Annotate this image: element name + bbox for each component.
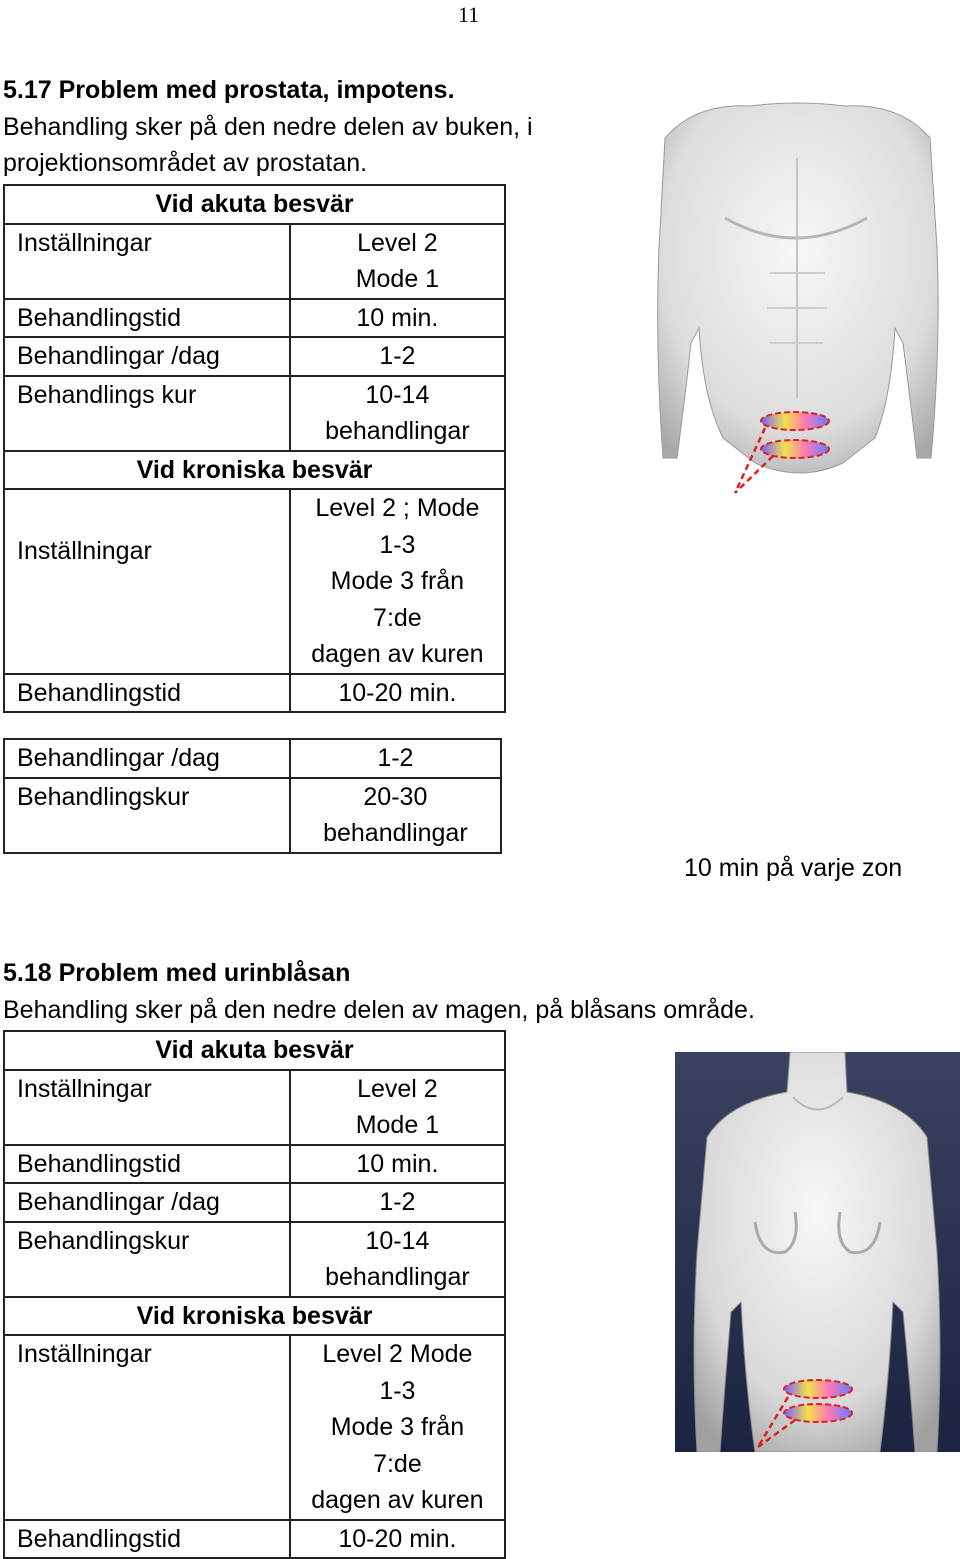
chronic-settings-line: Level 2 Mode (322, 1340, 473, 1368)
page-number: 11 (458, 2, 480, 27)
acute-header: Vid akuta besvär (4, 185, 505, 224)
per-day-label: Behandlingar /dag (4, 739, 290, 778)
chronic-settings-line: 1-3 (379, 1376, 416, 1405)
chronic-settings-line: Level 2 ; Mode (315, 494, 480, 522)
settings-mode: Mode 1 (355, 1111, 440, 1139)
chronic-settings-label: Inställningar (4, 489, 290, 674)
chronic-time-label: Behandlingstid (4, 1520, 290, 1559)
chronic-header: Vid kroniska besvär (4, 451, 505, 490)
course-unit: behandlingar (325, 1263, 470, 1291)
course-label: Behandlingskur (4, 778, 290, 853)
chronic-header: Vid kroniska besvär (4, 1297, 505, 1336)
section-517-intro-line2: projektionsområdet av prostatan. (3, 149, 368, 177)
course-count: 20-30 (363, 782, 428, 811)
time-value: 10 min. (290, 299, 505, 338)
time-label: Behandlingstid (4, 1145, 290, 1184)
chronic-time-label: Behandlingstid (4, 674, 290, 713)
section-518-intro: Behandling sker på den nedre delen av magen, på blåsans område. (3, 996, 755, 1024)
chronic-settings-line: 7:de (373, 1449, 422, 1478)
course-unit: behandlingar (325, 417, 470, 445)
zone-time-note: 10 min på varje zon (684, 854, 903, 882)
chronic-time-value: 10-20 min. (290, 674, 505, 713)
treatment-table-517-chronic-extra (3, 738, 502, 854)
time-value: 10 min. (290, 1145, 505, 1184)
per-day-label: Behandlingar /dag (4, 337, 290, 376)
section-517-title: 5.17 Problem med prostata, impotens. (3, 76, 455, 104)
settings-value (290, 224, 505, 299)
section-518-title: 5.18 Problem med urinblåsan (3, 959, 351, 987)
chronic-settings-line: dagen av kuren (311, 640, 484, 668)
per-day-value: 1-2 (290, 1183, 505, 1222)
chronic-settings-value (290, 489, 505, 674)
chronic-settings-value (290, 1335, 505, 1520)
per-day-label: Behandlingar /dag (4, 1183, 290, 1222)
treatment-table-518 (3, 1030, 506, 1559)
per-day-value: 1-2 (290, 739, 501, 778)
course-count: 10-14 (365, 380, 430, 409)
chronic-time-value: 10-20 min. (290, 1520, 505, 1559)
course-value (290, 778, 501, 853)
chronic-settings-label: Inställningar (4, 1335, 290, 1520)
chronic-settings-line: 7:de (373, 603, 422, 632)
settings-label: Inställningar (4, 224, 290, 299)
settings-label: Inställningar (4, 1070, 290, 1145)
course-count: 10-14 (365, 1226, 430, 1255)
settings-mode: Mode 1 (355, 265, 440, 293)
settings-level: Level 2 (357, 228, 438, 257)
female-torso-illustration (675, 1052, 960, 1452)
treatment-table-517-main (3, 184, 506, 713)
chronic-settings-line: Mode 3 från (330, 1413, 465, 1441)
per-day-value: 1-2 (290, 337, 505, 376)
course-unit: behandlingar (323, 819, 468, 847)
course-label: Behandlings kur (4, 376, 290, 451)
chronic-settings-line: 1-3 (379, 530, 416, 559)
section-517-intro-line1: Behandling sker på den nedre delen av buken, i (3, 113, 533, 141)
chronic-settings-line: Mode 3 från (330, 567, 465, 595)
time-label: Behandlingstid (4, 299, 290, 338)
settings-value (290, 1070, 505, 1145)
course-value (290, 376, 505, 451)
course-label: Behandlingskur (4, 1222, 290, 1297)
chronic-settings-line: dagen av kuren (311, 1486, 484, 1514)
settings-level: Level 2 (357, 1074, 438, 1103)
acute-header: Vid akuta besvär (4, 1031, 505, 1070)
male-torso-illustration (655, 98, 940, 498)
course-value (290, 1222, 505, 1297)
